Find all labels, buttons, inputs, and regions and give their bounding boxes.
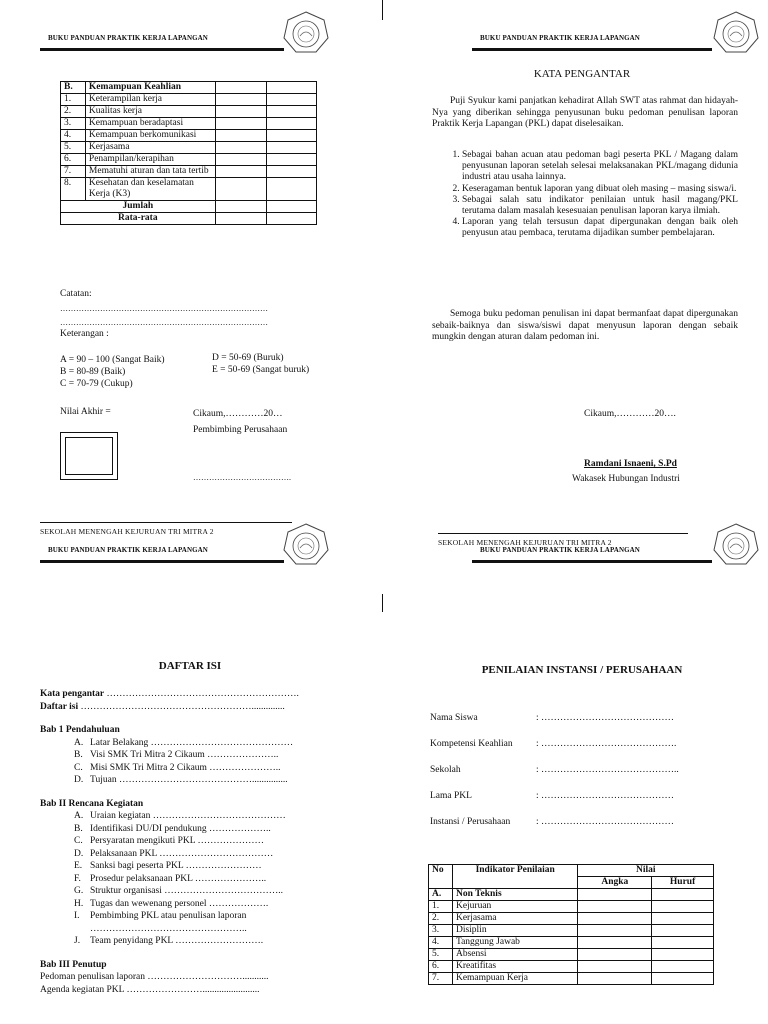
row-number: 1. bbox=[61, 94, 86, 106]
angka-cell[interactable] bbox=[578, 925, 652, 937]
row-number: 3. bbox=[429, 925, 453, 937]
angka-cell[interactable] bbox=[578, 949, 652, 961]
toc-entry[interactable]: C. Misi SMK Tri Mitra 2 Cikaum ………………….. bbox=[74, 762, 281, 773]
row-label: Mematuhi aturan dan tata tertib bbox=[85, 166, 215, 178]
grade-a: A = 90 – 100 (Sangat Baik) bbox=[60, 355, 165, 365]
huruf-cell[interactable] bbox=[652, 901, 714, 913]
row-label: Kejuruan bbox=[452, 901, 578, 913]
huruf-cell[interactable] bbox=[652, 973, 714, 985]
toc-entry[interactable]: Kata pengantar ……………………………………………………. bbox=[40, 689, 299, 699]
form-row-kompetensi[interactable]: Kompetensi Keahlian : ……………………………………. bbox=[430, 739, 677, 749]
average-label: Rata-rata bbox=[61, 213, 216, 225]
angka-cell[interactable] bbox=[578, 913, 652, 925]
pembimbing-label: Pembimbing Perusahaan bbox=[193, 425, 288, 435]
toc-entry[interactable]: D. Tujuan ……………………………………............... bbox=[74, 775, 288, 785]
row-label: Tanggung Jawab bbox=[452, 937, 578, 949]
toc-entry[interactable]: Daftar isi ……………………………………………….............. bbox=[40, 701, 285, 712]
closing-paragraph: Semoga buku pedoman penulisan ini dapat bermanfaat dapat dipergunakan sebaik-baiknya dan siswa/siswi dapat menyusun laporan dengan sebaik mungkin dengan aturan dalam pedoman ini. bbox=[432, 309, 738, 342]
page-title: KATA PENGANTAR bbox=[533, 68, 631, 80]
header-rule bbox=[472, 560, 712, 563]
angka-cell[interactable] bbox=[578, 973, 652, 985]
toc-bab1-items bbox=[40, 737, 340, 787]
list-item: 1. Sebagai bahan acuan atau pedoman bagi peserta PKL / Magang dalam penyusunan laporan setelah selesai melaksanakan PKL/magang didunia industri atau usaha lainnya. bbox=[462, 150, 738, 184]
angka-cell[interactable] bbox=[578, 901, 652, 913]
header-rule bbox=[40, 48, 284, 51]
page-footer: SEKOLAH MENENGAH KEJURUAN TRI MITRA 2 bbox=[40, 527, 214, 536]
toc-entry[interactable]: H. Tugas dan wewenang personel ………………. bbox=[74, 898, 269, 909]
row-label: Kerjasama bbox=[85, 142, 215, 154]
row-label: Kesehatan dan keselamatan Kerja (K3) bbox=[85, 178, 215, 201]
page-penilaian-keahlian bbox=[0, 0, 384, 536]
toc-section-title: Bab III Penutup bbox=[40, 959, 107, 970]
toc-entry[interactable]: B. Visi SMK Tri Mitra 2 Cikaum ………………….. bbox=[74, 750, 279, 760]
student-info-form bbox=[430, 712, 730, 842]
table-row bbox=[61, 142, 317, 154]
table-header-row bbox=[61, 82, 317, 94]
page-penilaian-instansi bbox=[384, 512, 768, 1024]
signer-position: Wakasek Hubungan Industri bbox=[572, 474, 680, 484]
header-no: No bbox=[429, 865, 453, 889]
school-seal-icon bbox=[712, 10, 760, 56]
form-row-sekolah[interactable]: Sekolah : …………………………………….. bbox=[430, 765, 679, 775]
form-row-instansi[interactable]: Instansi / Perusahaan : …………………………………… bbox=[430, 817, 675, 827]
page-header: BUKU PANDUAN PRAKTIK KERJA LAPANGAN bbox=[480, 546, 640, 554]
row-number: 2. bbox=[61, 106, 86, 118]
toc-entry[interactable]: Pedoman penulisan laporan …………………………........... bbox=[40, 972, 269, 982]
table-row bbox=[429, 961, 714, 973]
row-number: 3. bbox=[61, 118, 86, 130]
page-header: BUKU PANDUAN PRAKTIK KERJA LAPANGAN bbox=[48, 34, 208, 42]
toc-entry[interactable]: B. Identifikasi DU/DI pendukung ……………….. bbox=[74, 823, 271, 834]
signer-name: Ramdani Isnaeni, S.Pd bbox=[584, 459, 677, 469]
catatan-dots-1: …………………………………………………………………… bbox=[60, 304, 268, 313]
toc-entry[interactable]: D. Pelaksanaan PKL ……………………………… bbox=[74, 848, 274, 859]
table-row bbox=[429, 937, 714, 949]
empty-cell bbox=[267, 82, 317, 94]
list-item: 3. Sebagai salah satu indikator penilaian untuk hasil magang/PKL terutama dalam masalah kesesuaian penulisan laporan karya ilmiah. bbox=[462, 195, 738, 217]
angka-cell[interactable] bbox=[578, 961, 652, 973]
row-number: 6. bbox=[61, 154, 86, 166]
table-header-row bbox=[429, 865, 714, 877]
row-label: Kemampuan berkomunikasi bbox=[85, 130, 215, 142]
grade-b: B = 80-89 (Baik) bbox=[60, 367, 126, 377]
toc-entry[interactable]: J. Team penyidang PKL ………………………. bbox=[74, 936, 264, 946]
section-label: Non Teknis bbox=[452, 889, 578, 901]
penilaian-table bbox=[428, 864, 714, 985]
form-row-lama-pkl[interactable]: Lama PKL : …………………………………… bbox=[430, 791, 675, 801]
toc-entry[interactable]: F. Prosedur pelaksanaan PKL ………………….. bbox=[74, 873, 267, 884]
toc-list bbox=[40, 688, 340, 996]
row-label: Absensi bbox=[452, 949, 578, 961]
toc-entry[interactable]: A. Uraian kegiatan …………………………………… bbox=[74, 811, 286, 821]
page-kata-pengantar bbox=[384, 0, 768, 547]
table-row bbox=[61, 178, 317, 201]
catatan-dots-2: …………………………………………………………………… bbox=[60, 318, 268, 327]
page-header: BUKU PANDUAN PRAKTIK KERJA LAPANGAN bbox=[48, 546, 208, 554]
grade-legend-right bbox=[212, 352, 309, 376]
row-number: 6. bbox=[429, 961, 453, 973]
toc-entry[interactable]: E. Sanksi bagi peserta PKL …………………… bbox=[74, 861, 262, 871]
huruf-cell[interactable] bbox=[652, 949, 714, 961]
row-number: 7. bbox=[61, 166, 86, 178]
row-number: 4. bbox=[429, 937, 453, 949]
row-label: Kualitas kerja bbox=[85, 106, 215, 118]
table-row bbox=[61, 166, 317, 178]
toc-entry[interactable]: Agenda kegiatan PKL ……………………........................ bbox=[40, 984, 260, 995]
form-row-nama-siswa[interactable]: Nama Siswa : …………………………………… bbox=[430, 713, 675, 723]
row-label: Kreatifitas bbox=[452, 961, 578, 973]
row-number: 2. bbox=[429, 913, 453, 925]
row-label: Penampilan/kerapihan bbox=[85, 154, 215, 166]
header-rule bbox=[472, 48, 712, 51]
header-nilai: Nilai bbox=[578, 865, 714, 877]
keterangan-label: Keterangan : bbox=[60, 329, 109, 339]
toc-entry[interactable]: A. Latar Belakang ……………………………………… bbox=[74, 737, 294, 748]
grade-e: E = 50-69 (Sangat buruk) bbox=[212, 365, 310, 375]
row-label: Kerjasama bbox=[452, 913, 578, 925]
table-row bbox=[429, 913, 714, 925]
header-huruf: Huruf bbox=[652, 877, 714, 889]
school-seal-icon bbox=[282, 10, 330, 56]
toc-section-title: Bab II Rencana Kegiatan bbox=[40, 798, 144, 809]
school-seal-icon bbox=[712, 522, 760, 568]
huruf-cell[interactable] bbox=[652, 925, 714, 937]
place-date: Cikaum,…………20… bbox=[193, 409, 283, 419]
signature-line: ………………………………. bbox=[193, 473, 291, 482]
row-number: 1. bbox=[429, 901, 453, 913]
page-header: BUKU PANDUAN PRAKTIK KERJA LAPANGAN bbox=[480, 34, 640, 42]
row-number: 8. bbox=[61, 178, 86, 201]
empty-cell bbox=[215, 82, 267, 94]
table-row bbox=[61, 130, 317, 142]
page-daftar-isi bbox=[0, 512, 384, 1024]
purpose-list bbox=[448, 150, 738, 240]
grade-d: D = 50-69 (Buruk) bbox=[212, 353, 284, 363]
grade-legend-left bbox=[60, 354, 165, 390]
angka-cell[interactable] bbox=[578, 937, 652, 949]
row-label: Keterampilan kerja bbox=[85, 94, 215, 106]
huruf-cell[interactable] bbox=[652, 937, 714, 949]
section-letter: A. bbox=[429, 889, 453, 901]
table-row bbox=[429, 901, 714, 913]
huruf-cell[interactable] bbox=[652, 913, 714, 925]
kemampuan-keahlian-table bbox=[60, 81, 317, 225]
table-row bbox=[61, 154, 317, 166]
average-row bbox=[61, 213, 317, 225]
catatan-label: Catatan: bbox=[60, 289, 92, 299]
list-item: 4. Laporan yang telah tersusun dapat dipergunakan dengan baik oleh penyusun atau pembaca, terutama dijadikan sumber pembelajaran. bbox=[462, 217, 738, 239]
header-rule bbox=[40, 560, 284, 563]
row-label: Kemampuan beradaptasi bbox=[85, 118, 215, 130]
header-angka: Angka bbox=[578, 877, 652, 889]
header-indikator: Indikator Penilaian bbox=[452, 865, 578, 889]
table-row bbox=[61, 118, 317, 130]
toc-entry[interactable]: G. Struktur organisasi ……………………………….. bbox=[74, 886, 283, 896]
page-title: PENILAIAN INSTANSI / PERUSAHAAN bbox=[481, 664, 683, 676]
row-number: 5. bbox=[61, 142, 86, 154]
total-label: Jumlah bbox=[61, 201, 216, 213]
huruf-cell[interactable] bbox=[652, 961, 714, 973]
nilai-akhir-box[interactable] bbox=[60, 432, 118, 480]
page-title: DAFTAR ISI bbox=[158, 660, 222, 672]
total-row bbox=[61, 201, 317, 213]
list-item: 2. Keseragaman bentuk laporan yang dibuat oleh masing – masing siswa/i. bbox=[462, 184, 738, 195]
toc-section-title: Bab 1 Pendahuluan bbox=[40, 725, 120, 735]
toc-entry[interactable]: I. Pembimbing PKL atau penulisan laporan ………………………………………….. bbox=[74, 911, 247, 934]
table-row bbox=[61, 106, 317, 118]
table-row bbox=[429, 925, 714, 937]
toc-bab2-items bbox=[40, 810, 340, 948]
table-row bbox=[429, 949, 714, 961]
place-date: Cikaum,…………20…. bbox=[584, 409, 676, 419]
row-label: Disiplin bbox=[452, 925, 578, 937]
nilai-akhir-label: Nilai Akhir = bbox=[60, 407, 111, 417]
toc-entry[interactable]: C. Persyaratan mengikuti PKL ………………… bbox=[74, 836, 265, 846]
row-label: Kemampuan Kerja bbox=[452, 973, 578, 985]
grade-c: C = 70-79 (Cukup) bbox=[60, 379, 133, 389]
row-number: 4. bbox=[61, 130, 86, 142]
intro-paragraph: Puji Syukur kami panjatkan kehadirat Allah SWT atas rahmat dan hidayah-Nya yang diberikan sehingga penyusunan buku pedoman penulisan laporan Praktik Kerja Lapangan (PKL) dapat diselesaikan. bbox=[432, 96, 738, 129]
page-footer: SEKOLAH MENENGAH KEJURUAN TRI MITRA 2 bbox=[438, 538, 612, 547]
row-number: 5. bbox=[429, 949, 453, 961]
school-seal-icon bbox=[282, 522, 330, 568]
header-kemampuan: Kemampuan Keahlian bbox=[85, 82, 215, 94]
section-row bbox=[429, 889, 714, 901]
row-number: 7. bbox=[429, 973, 453, 985]
table-row bbox=[429, 973, 714, 985]
header-section-letter: B. bbox=[61, 82, 86, 94]
table-row bbox=[61, 94, 317, 106]
